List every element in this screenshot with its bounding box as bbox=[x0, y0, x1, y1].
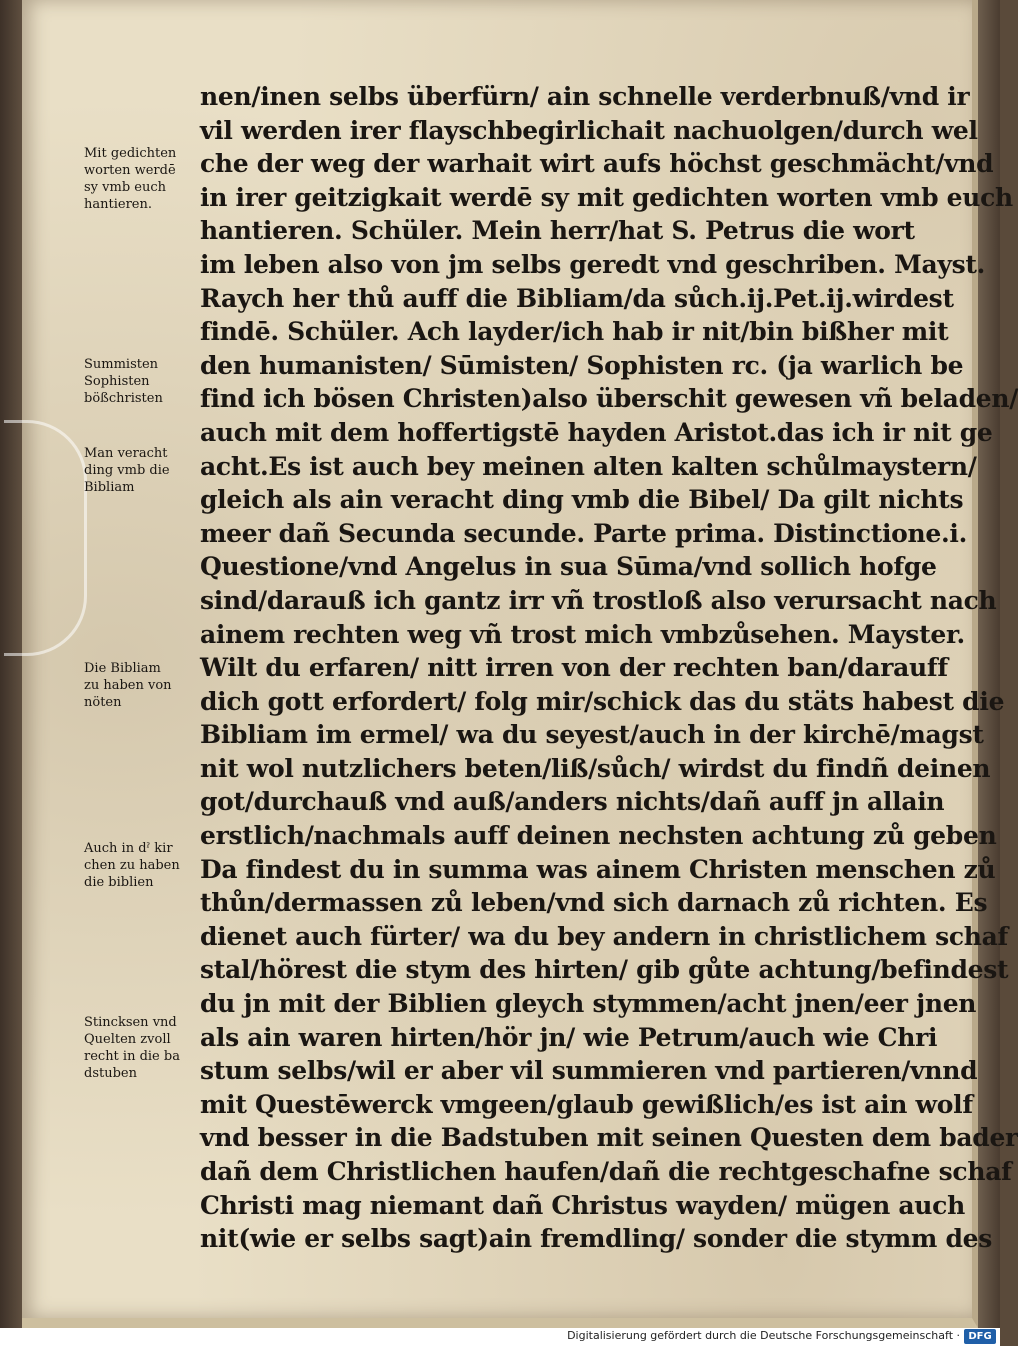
text-line: nit(wie er selbs sagt)ain fremdling/ sonder die stymm des bbox=[200, 1224, 993, 1254]
text-line: gleich als ain veracht ding vmb die Bibel/ Da gilt nichts bbox=[200, 485, 964, 515]
text-line: Raych her thů auff die Bibliam/da sůch.ij.Pet.ij.wirdest bbox=[200, 283, 954, 313]
text-line: Bibliam im ermel/ wa du seyest/auch in der kirchē/magst bbox=[200, 720, 984, 750]
page-clip-glare bbox=[4, 420, 87, 656]
margin-note-line: worten werdē bbox=[84, 163, 176, 178]
margin-note-summisten bbox=[84, 356, 212, 407]
margin-note-line: Quelten zvoll bbox=[84, 1032, 171, 1047]
text-line: got/durchauß vnd auß/anders nichts/dañ auff jn allain bbox=[200, 787, 945, 817]
text-line: nit wol nutzlichers beten/liß/sůch/ wirdst du findñ deinen bbox=[200, 753, 991, 783]
margin-note-line: chen zu haben bbox=[84, 858, 180, 873]
text-line: in irer geitzigkait werdē sy mit gedichten worten vmb euch bbox=[200, 182, 1013, 212]
text-line: dich gott erfordert/ folg mir/schick das du stäts habest die bbox=[200, 686, 1005, 716]
dfg-logo: DFG bbox=[964, 1329, 996, 1344]
margin-note-line: bößchristen bbox=[84, 391, 163, 406]
margin-note-line: nöten bbox=[84, 695, 122, 710]
margin-note-line: Bibliam bbox=[84, 480, 135, 495]
text-line: vnd besser in die Badstuben mit seinen Questen dem bader bbox=[200, 1123, 1018, 1153]
text-line: che der weg der warhait wirt aufs höchst geschmächt/vnd bbox=[200, 149, 994, 179]
margin-note-line: ding vmb die bbox=[84, 463, 170, 478]
text-line: find ich bösen Christen)also überschit gewesen vñ beladen/ bbox=[200, 384, 1018, 414]
text-line: ainem rechten weg vñ trost mich vmbzůsehen. Mayster. bbox=[200, 619, 965, 649]
text-line: Wilt du erfaren/ nitt irren von der rechten ban/darauff bbox=[200, 653, 948, 683]
margin-note-line: Die Bibliam bbox=[84, 661, 161, 676]
text-line: erstlich/nachmals auff deinen nechsten achtung zů geben bbox=[200, 821, 997, 851]
margin-note-kirchen bbox=[84, 840, 212, 891]
text-line: im leben also von jm selbs geredt vnd geschriben. Mayst. bbox=[200, 249, 985, 279]
text-line: Questione/vnd Angelus in sua Sūma/vnd sollich hofge bbox=[200, 552, 937, 582]
text-line: mit Questēwerck vmgeen/glaub gewißlich/es ist ain wolf bbox=[200, 1089, 973, 1119]
margin-note-line: Auch in dˀ kir bbox=[84, 841, 173, 856]
footer-bar bbox=[0, 1328, 1000, 1346]
text-line: acht.Es ist auch bey meinen alten kalten schůlmaystern/ bbox=[200, 451, 977, 481]
text-line: meer dañ Secunda secunde. Parte prima. Distinctione.i. bbox=[200, 518, 968, 548]
margin-note-line: dstuben bbox=[84, 1066, 137, 1081]
margin-note-line: Mit gedichten bbox=[84, 146, 177, 161]
text-line: dienet auch fürter/ wa du bey andern in christlichem schaf bbox=[200, 921, 1009, 951]
margin-note-line: hantieren. bbox=[84, 197, 152, 212]
margin-note-badstuben bbox=[84, 1014, 212, 1082]
margin-note-line: Sophisten bbox=[84, 374, 150, 389]
text-line: stum selbs/wil er aber vil summieren vnd partieren/vnnd bbox=[200, 1056, 978, 1086]
margin-note-gedichten bbox=[84, 145, 212, 213]
margin-note-line: Man veracht bbox=[84, 446, 168, 461]
text-line: auch mit dem hoffertigstē hayden Aristot.das ich ir nit ge bbox=[200, 417, 993, 447]
margin-note-line: zu haben von bbox=[84, 678, 172, 693]
text-line: dañ dem Christlichen haufen/dañ die rechtgeschafne schaf bbox=[200, 1157, 1012, 1186]
text-line: du jn mit der Biblien gleych stymmen/acht jnen/eer jnen bbox=[200, 989, 977, 1019]
text-line: sind/darauß ich gantz irr vñ trostloß also verursacht nach bbox=[200, 585, 997, 615]
footer-credit: Digitalisierung gefördert durch die Deutsche Forschungsgemeinschaft · bbox=[567, 1329, 960, 1342]
margin-note-bibliam bbox=[84, 660, 212, 711]
text-line: den humanisten/ Sūmisten/ Sophisten rc. (ja warlich be bbox=[200, 350, 964, 380]
text-line: stal/hörest die stym des hirten/ gib gůte achtung/befindest bbox=[200, 955, 1009, 985]
margin-note-line: die biblien bbox=[84, 875, 154, 890]
text-line: vil werden irer flayschbegirlichait nachuolgen/durch wel bbox=[200, 115, 978, 145]
text-line: thůn/dermassen zů leben/vnd sich darnach zů richten. Es bbox=[200, 888, 988, 918]
text-line: hantieren. Schüler. Mein herr/hat S. Petrus die wort bbox=[200, 216, 915, 246]
text-line: als ain waren hirten/hör jn/ wie Petrum/auch wie Chri bbox=[200, 1022, 938, 1052]
margin-note-veracht bbox=[84, 445, 212, 496]
margin-note-line: Summisten bbox=[84, 357, 159, 372]
text-line: nen/inen selbs überfürn/ ain schnelle verderbnuß/vnd ir bbox=[200, 82, 970, 111]
margin-note-line: recht in die ba bbox=[84, 1049, 180, 1064]
margin-note-line: sy vmb euch bbox=[84, 180, 166, 195]
main-text-block bbox=[200, 80, 1018, 1256]
margin-note-line: Stincksen vnd bbox=[84, 1015, 177, 1030]
text-line: Da findest du in summa was ainem Christen menschen zů bbox=[200, 854, 996, 884]
text-line: Christi mag niemant dañ Christus wayden/ mügen auch bbox=[200, 1190, 965, 1220]
text-line: findē. Schüler. Ach layder/ich hab ir nit/bin bißher mit bbox=[200, 317, 949, 347]
